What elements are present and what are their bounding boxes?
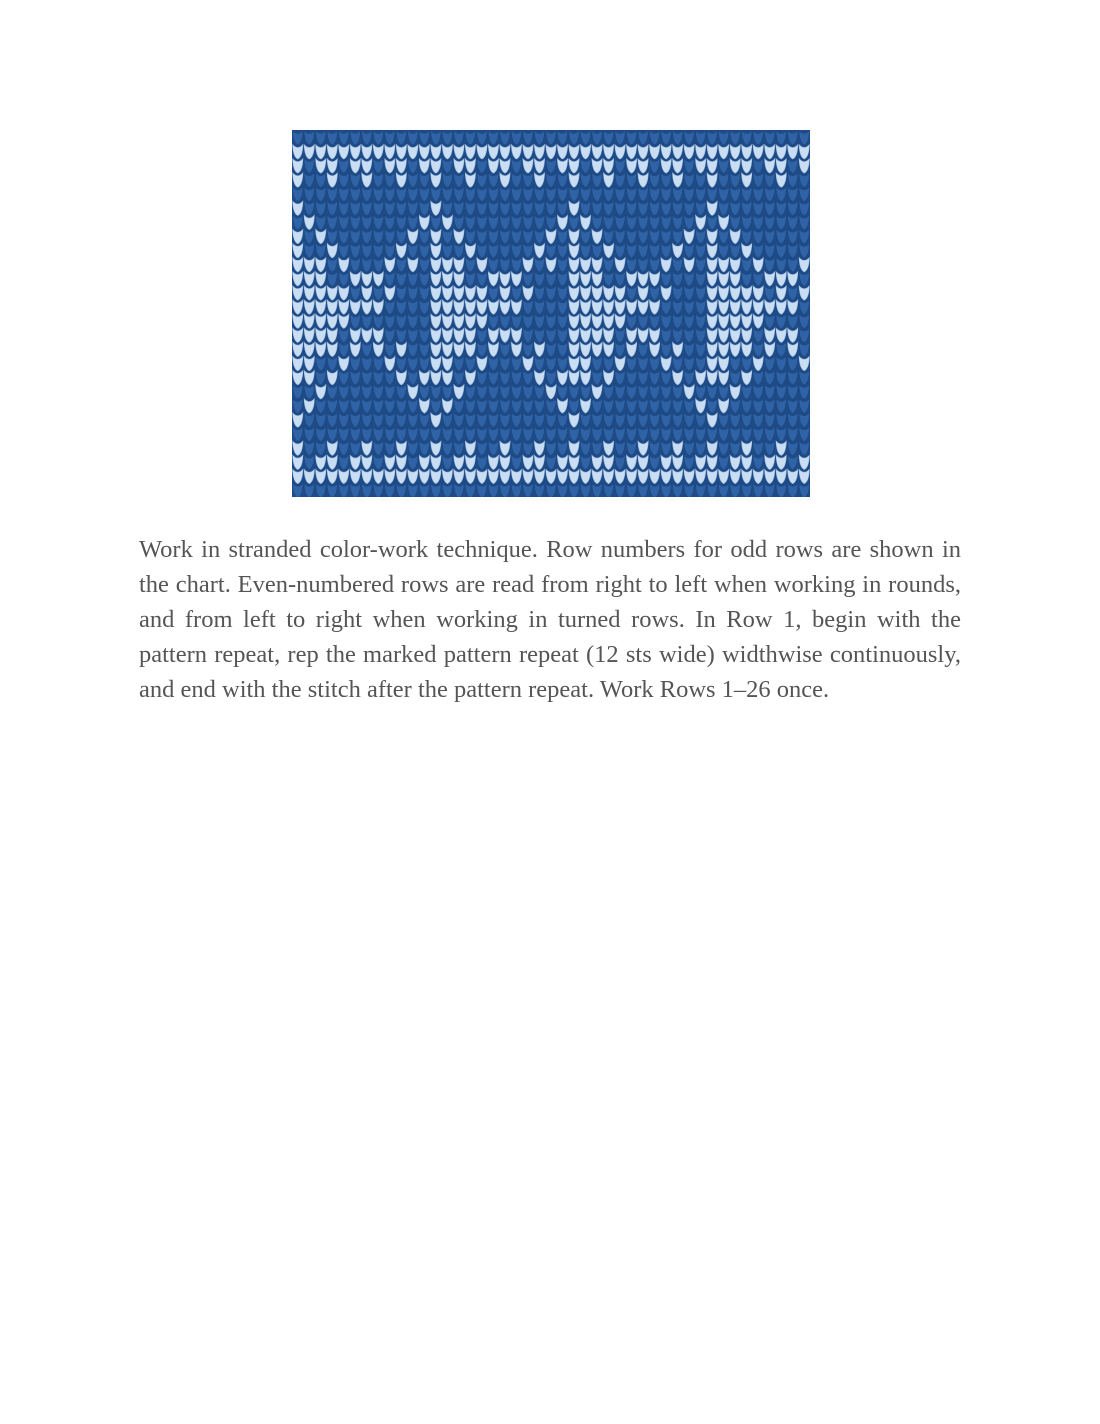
knitted-swatch-image xyxy=(292,130,810,497)
pattern-instructions: Work in stranded color-work technique. Row numbers for odd rows are shown in the chart. Even-numbered rows are read from right to left when working in rounds, and from left to right when working in turned rows. In Row 1, begin with the pattern repeat, rep the marked pattern repeat (12 sts wide) widthwise continuously, and end with the stitch after the pattern repeat. Work Rows 1–26 once. xyxy=(139,536,961,703)
knitted-swatch-photo xyxy=(292,130,810,497)
